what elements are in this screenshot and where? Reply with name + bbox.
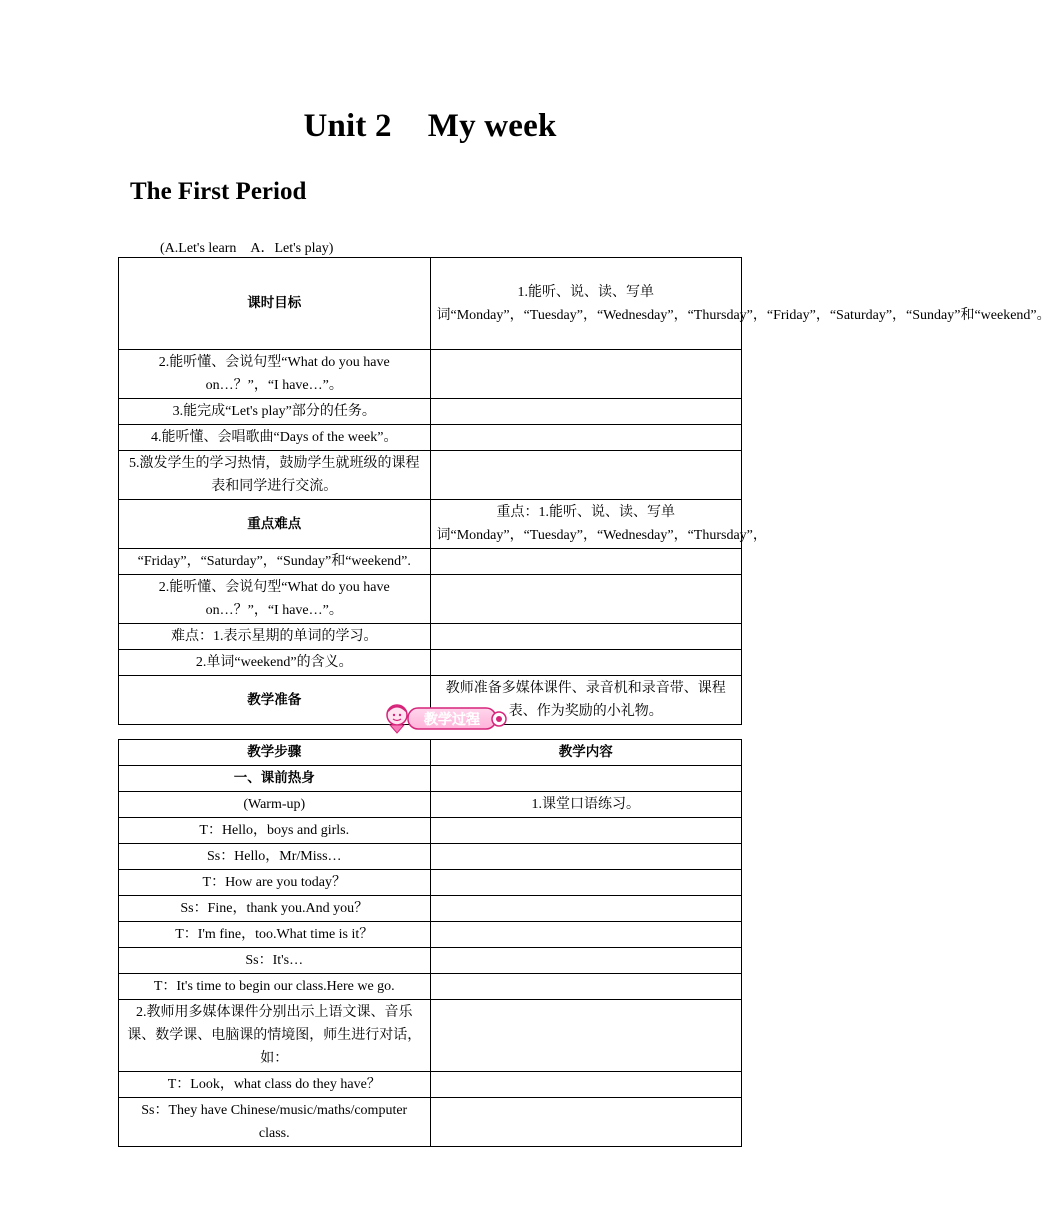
table-row bbox=[119, 1000, 742, 1072]
teaching-process-badge bbox=[382, 701, 508, 735]
table-row bbox=[119, 896, 742, 922]
table-cell: 教学准备 bbox=[119, 676, 431, 725]
table-cell: 一、课前热身 bbox=[119, 766, 431, 792]
unit-number: Unit 2 bbox=[303, 108, 392, 144]
table-cell: T：Hello，boys and girls. bbox=[119, 818, 431, 844]
table-row bbox=[119, 922, 742, 948]
table-row bbox=[119, 549, 742, 575]
table-row bbox=[119, 451, 742, 500]
table-row bbox=[119, 624, 742, 650]
table-row bbox=[119, 974, 742, 1000]
table-cell bbox=[430, 1098, 742, 1147]
lesson-subtitle: (A.Let's learn A．Let's play) bbox=[160, 241, 334, 256]
table-cell: T：Look，what class do they have？ bbox=[119, 1072, 431, 1098]
objectives-table bbox=[118, 257, 1051, 725]
table-cell: Ss：Fine，thank you.And you？ bbox=[119, 896, 431, 922]
table-cell: 2.教师用多媒体课件分别出示上语文课、音乐课、数学课、电脑课的情境图，师生进行对话，如： bbox=[119, 1000, 431, 1072]
table-cell: T：I'm fine，too.What time is it？ bbox=[119, 922, 431, 948]
badge-label: 教学过程 bbox=[424, 712, 480, 728]
table-cell: 2.单词“weekend”的含义。 bbox=[119, 650, 431, 676]
table-cell: 5.激发学生的学习热情，鼓励学生就班级的课程表和同学进行交流。 bbox=[119, 451, 431, 500]
table-cell bbox=[430, 1000, 742, 1072]
table-row bbox=[119, 258, 742, 350]
table-cell: 4.能听懂、会唱歌曲“Days of the week”。 bbox=[119, 425, 431, 451]
table-cell bbox=[430, 818, 742, 844]
table-cell bbox=[430, 870, 742, 896]
table-row bbox=[119, 350, 742, 399]
table-cell bbox=[430, 948, 742, 974]
table-row bbox=[119, 425, 742, 451]
table-cell bbox=[430, 1072, 742, 1098]
table-cell: 重点难点 bbox=[119, 500, 431, 549]
table-cell bbox=[430, 650, 742, 676]
table-row bbox=[119, 1072, 742, 1098]
column-header-step: 教学步骤 bbox=[119, 740, 431, 766]
table-cell bbox=[430, 624, 742, 650]
table-cell bbox=[430, 399, 742, 425]
column-header-content: 教学内容 bbox=[430, 740, 742, 766]
table-cell: T：How are you today？ bbox=[119, 870, 431, 896]
table-cell bbox=[430, 766, 742, 792]
table-cell bbox=[430, 350, 742, 399]
table-cell: 1.课堂口语练习。 bbox=[430, 792, 742, 818]
table-cell: “Friday”，“Saturday”，“Sunday”和“weekend”. bbox=[119, 549, 431, 575]
table-cell bbox=[430, 575, 742, 624]
table-cell bbox=[430, 974, 742, 1000]
table-cell: (Warm-up) bbox=[119, 792, 431, 818]
table-cell: 2.能听懂、会说句型“What do you have on…？”，“I have…”。 bbox=[119, 350, 431, 399]
cartoon-girl-icon bbox=[387, 705, 407, 733]
table-cell: T：It's time to begin our class.Here we go. bbox=[119, 974, 431, 1000]
table-row bbox=[119, 1098, 742, 1147]
period-heading: The First Period bbox=[130, 178, 307, 205]
table-row bbox=[119, 399, 742, 425]
unit-topic: My week bbox=[427, 108, 557, 144]
table-cell: Ss：Hello，Mr/Miss… bbox=[119, 844, 431, 870]
table-cell bbox=[430, 425, 742, 451]
table-row bbox=[119, 818, 742, 844]
table-row bbox=[119, 844, 742, 870]
table-cell bbox=[430, 896, 742, 922]
table-cell: 3.能完成“Let's play”部分的任务。 bbox=[119, 399, 431, 425]
process-table bbox=[118, 739, 742, 1147]
table-cell: 重点：1.能听、说、读、写单词“Monday”，“Tuesday”，“Wednesday”，“Thursday”， bbox=[430, 500, 742, 549]
table-cell: Ss：It's… bbox=[119, 948, 431, 974]
table-cell: 2.能听懂、会说句型“What do you have on…？”，“I have…”。 bbox=[119, 575, 431, 624]
table-cell bbox=[430, 922, 742, 948]
table-row bbox=[119, 650, 742, 676]
table-row bbox=[119, 870, 742, 896]
table-row bbox=[119, 766, 742, 792]
table-cell: 教师准备多媒体课件、录音机和录音带、课程表、作为奖励的小礼物。 bbox=[430, 676, 742, 725]
table-row bbox=[119, 792, 742, 818]
target-icon bbox=[492, 712, 506, 726]
table-cell bbox=[430, 549, 742, 575]
table-row bbox=[119, 948, 742, 974]
unit-title bbox=[0, 108, 860, 145]
table-cell bbox=[430, 844, 742, 870]
table-cell: 课时目标 bbox=[119, 258, 431, 350]
table-cell: 1.能听、说、读、写单词“Monday”，“Tuesday”，“Wednesday”，“Thursday”，“Friday”，“Saturday”，“Sunday”和“weekend”。 bbox=[430, 258, 742, 350]
table-cell: Ss：They have Chinese/music/maths/computer class. bbox=[119, 1098, 431, 1147]
table-row bbox=[119, 500, 742, 549]
table-cell: 难点：1.表示星期的单词的学习。 bbox=[119, 624, 431, 650]
table-cell bbox=[430, 451, 742, 500]
table-row bbox=[119, 575, 742, 624]
table-header-row bbox=[119, 740, 742, 766]
